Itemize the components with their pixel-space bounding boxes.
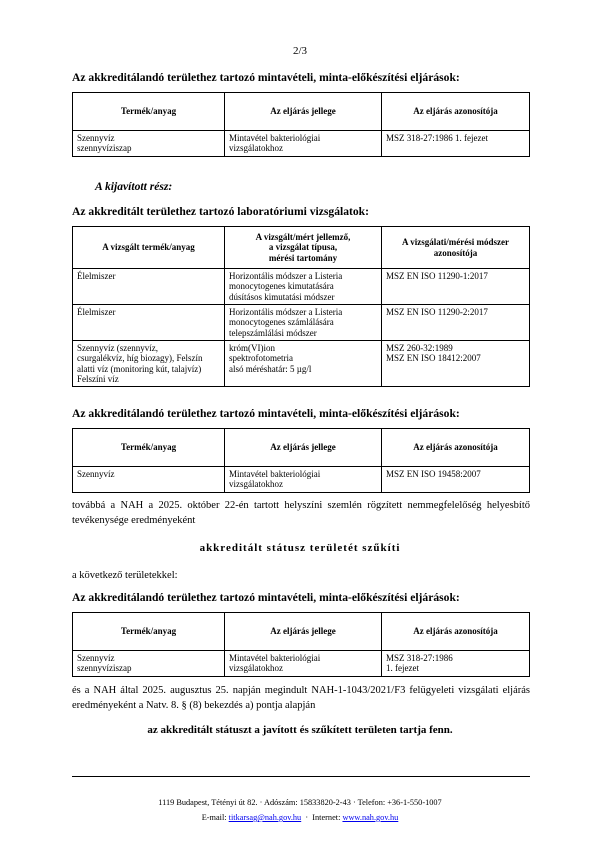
column-header: A vizsgált/mért jellemző, a vizsgálat típusa, mérési tartomány: [225, 227, 382, 269]
table-row: [73, 305, 530, 341]
sampling-table-1: [72, 92, 530, 157]
footer-contacts: [0, 813, 600, 822]
footer-separator: ·: [301, 813, 313, 822]
narrowing-statement: akkreditált státusz területét szűkíti: [199, 542, 401, 554]
column-header: Termék/anyag: [73, 93, 225, 131]
table-cell: MSZ 318-27:1986 1. fejezet: [382, 131, 530, 157]
heading-sampling-3: Az akkreditálandó területhez tartozó mintavételi, minta-előkészítési eljárások:: [72, 591, 460, 604]
cell-line: szennyvíziszap: [77, 143, 132, 154]
table-cell: MSZ EN ISO 11290-2:2017: [382, 305, 530, 341]
heading-sampling-1: Az akkreditálandó területhez tartozó mintavételi, minta-előkészítési eljárások:: [72, 71, 460, 84]
column-header: Az eljárás azonosítója: [382, 613, 530, 651]
column-header: Az eljárás jellege: [225, 613, 382, 651]
table-cell: Élelmiszer: [73, 269, 225, 305]
conclusion-statement: az akkreditált státuszt a javított és szűkített területen tartja fenn.: [147, 724, 453, 736]
column-header: Termék/anyag: [73, 613, 225, 651]
cell-line: Szennyvíz: [77, 133, 115, 143]
table-cell: Szennyvíz (szennyvíz, csurgalékvíz, híg biozagy), Felszín alatti víz (monitoring kút, talajvíz) Felszíni víz: [73, 341, 225, 387]
table-header-row: [73, 613, 530, 651]
email-link[interactable]: titkarsag@nah.gov.hu: [228, 813, 302, 822]
page-number: 2/3: [292, 45, 308, 57]
table-cell: Horizontális módszer a Listeria monocytogenes számlálására telepszámlálási módszer: [225, 305, 382, 341]
table-cell: MSZ EN ISO 11290-1:2017: [382, 269, 530, 305]
column-header: Az eljárás azonosítója: [382, 93, 530, 131]
table-row: [73, 131, 530, 157]
table-cell: MSZ 260-32:1989 MSZ EN ISO 18412:2007: [382, 341, 530, 387]
internet-label: Internet:: [312, 813, 343, 822]
table-cell: Mintavétel bakteriológiai vizsgálatokhoz: [225, 131, 382, 157]
column-header: A vizsgált termék/anyag: [73, 227, 225, 269]
table-cell: Mintavétel bakteriológiai vizsgálatokhoz: [225, 651, 382, 677]
column-header: Az eljárás jellege: [225, 429, 382, 467]
table-row: [73, 651, 530, 677]
footer-address: 1119 Budapest, Tétényi út 82. · Adószám: 15833820-2-43 · Telefon: +36-1-550-1007: [158, 798, 442, 807]
table-row: [73, 467, 530, 493]
table-cell: [73, 131, 225, 157]
table-row: [73, 269, 530, 305]
heading-lab-tests: Az akkreditált területhez tartozó laboratóriumi vizsgálatok:: [72, 205, 369, 218]
column-header: Az eljárás azonosítója: [382, 429, 530, 467]
sampling-table-3: [72, 612, 530, 677]
website-link[interactable]: www.nah.gov.hu: [342, 813, 399, 822]
column-header: Az eljárás jellege: [225, 93, 382, 131]
table-header-row: [73, 429, 530, 467]
table-row: [73, 341, 530, 387]
email-label: E-mail:: [201, 813, 229, 822]
table-cell: MSZ 318-27:1986 1. fejezet: [382, 651, 530, 677]
following-areas-label: a következő területekkel:: [72, 570, 178, 581]
table-cell: Mintavétel bakteriológiai vizsgálatokhoz: [225, 467, 382, 493]
sampling-table-2: [72, 428, 530, 493]
corrected-part-label: A kijavított rész:: [95, 180, 173, 193]
table-cell: króm(VI)ion spektrofotometria alsó méréshatár: 5 µg/l: [225, 341, 382, 387]
paragraph-corrective-action: továbbá a NAH a 2025. október 22-én tartott helyszíni szemlén rögzített nemmegfelelőség helyesbítő tevékenysége eredményeként: [72, 500, 530, 527]
footer-divider: [72, 776, 530, 777]
table-cell: MSZ EN ISO 19458:2007: [382, 467, 530, 493]
table-cell: Szennyvíz szennyvíziszap: [73, 651, 225, 677]
paragraph-supervisory-procedure: és a NAH által 2025. augusztus 25. napján megindult NAH-1-1043/2021/F3 felügyeleti vizsgálati eljárás eredményeként a Natv. 8. § (8) bekezdés a) pontja alapján: [72, 685, 530, 712]
column-header: Termék/anyag: [73, 429, 225, 467]
lab-tests-table: [72, 226, 530, 387]
table-header-row: [73, 227, 530, 269]
table-cell: Szennyvíz: [73, 467, 225, 493]
table-header-row: [73, 93, 530, 131]
column-header: A vizsgálati/mérési módszer azonosítója: [382, 227, 530, 269]
table-cell: Horizontális módszer a Listeria monocytogenes kimutatására dúsításos kimutatási módszer: [225, 269, 382, 305]
heading-sampling-2: Az akkreditálandó területhez tartozó mintavételi, minta-előkészítési eljárások:: [72, 407, 460, 420]
table-cell: Élelmiszer: [73, 305, 225, 341]
